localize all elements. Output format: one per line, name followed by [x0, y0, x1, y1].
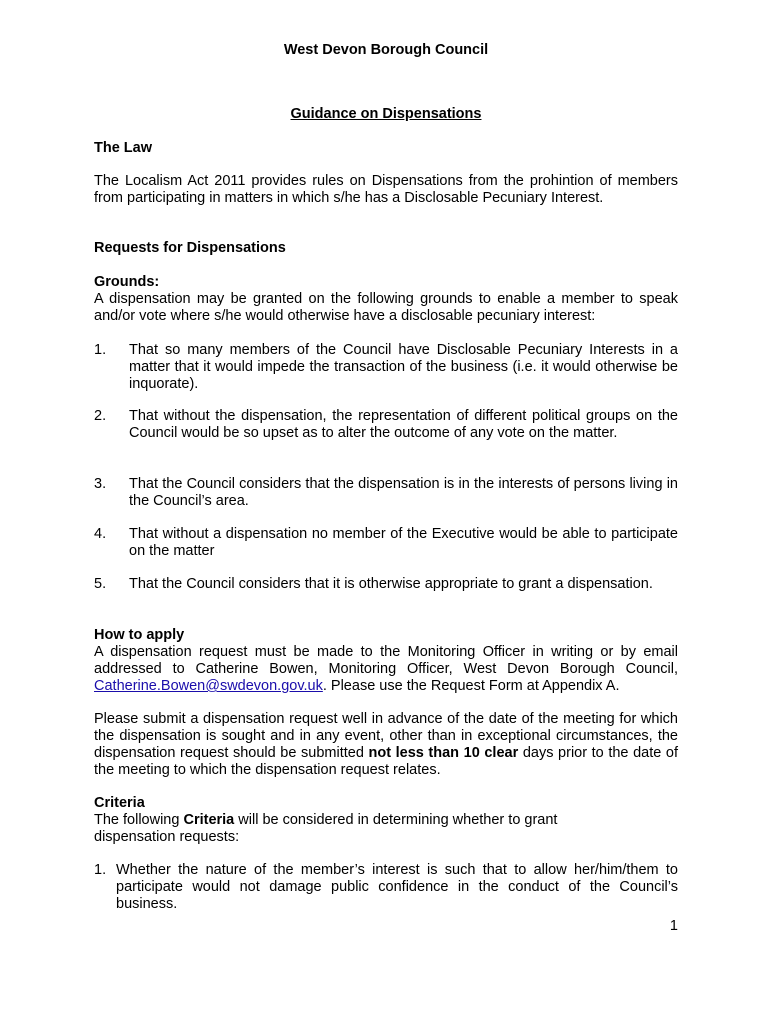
- deadline-emphasis: not less than 10 clear: [368, 745, 519, 761]
- page-number: 1: [669, 918, 678, 934]
- grounds-item-number: 4.: [94, 526, 107, 542]
- criteria-intro: [94, 812, 594, 846]
- criteria-heading: Criteria: [94, 795, 145, 811]
- requests-heading: Requests for Dispensations: [94, 240, 286, 256]
- grounds-item-text: That without a dispensation no member of the Executive would be able to participate on the matter: [129, 526, 678, 559]
- grounds-item-number: 1.: [94, 342, 107, 358]
- law-paragraph: The Localism Act 2011 provides rules on Dispensations from the prohintion of members from participating in matters in which s/he has a Disclosable Pecuniary Interest.: [94, 173, 678, 206]
- grounds-item-text: That so many members of the Council have Disclosable Pecuniary Interests in a matter that it would impede the transaction of the business (i.e. it would otherwise be inquorate).: [129, 342, 678, 392]
- how-to-apply-paragraph: [94, 644, 678, 695]
- how-to-apply-text-after: . Please use the Request Form at Appendix A.: [322, 678, 620, 694]
- law-heading: The Law: [94, 140, 153, 156]
- council-name: West Devon Borough Council: [283, 42, 489, 58]
- grounds-item-number: 3.: [94, 476, 107, 492]
- submission-deadline-paragraph: [94, 711, 678, 779]
- criteria-intro-text: The following: [94, 812, 184, 828]
- submission-text-after: days prior to the date of the meeting to which the dispensation request relates.: [94, 745, 678, 778]
- document-title: Guidance on Dispensations: [290, 106, 482, 122]
- monitoring-officer-email-link[interactable]: Catherine.Bowen@swdevon.gov.uk: [94, 678, 323, 694]
- how-to-apply-heading: How to apply: [94, 627, 185, 643]
- grounds-item-text: That the Council considers that it is otherwise appropriate to grant a dispensation.: [129, 576, 653, 592]
- criteria-intro-text-after: will be considered in determining whether to grant dispensation requests:: [94, 812, 558, 845]
- criteria-emphasis: Criteria: [183, 812, 235, 828]
- submission-text: Please submit a dispensation request well in advance of the date of the meeting for which the dispensation is sought and in any event, other than in exceptional circumstances, the dispensation request should be submitted: [94, 711, 678, 761]
- criteria-item-number: 1.: [94, 862, 107, 878]
- grounds-item-text: That without the dispensation, the representation of different political groups on the Council would be so upset as to alter the outcome of any vote on the matter.: [129, 408, 678, 441]
- how-to-apply-text: A dispensation request must be made to the Monitoring Officer in writing or by email addressed to Catherine Bowen, Monitoring Officer, West Devon Borough Council,: [94, 644, 678, 677]
- grounds-item-number: 5.: [94, 576, 107, 592]
- grounds-heading: Grounds:: [94, 274, 160, 290]
- criteria-item-text: Whether the nature of the member’s interest is such that to allow her/him/them to participate would not damage public confidence in the conduct of the Council’s business.: [116, 862, 678, 912]
- grounds-item-text: That the Council considers that the dispensation is in the interests of persons living in the Council’s area.: [129, 476, 678, 509]
- grounds-item-number: 2.: [94, 408, 107, 424]
- grounds-intro: A dispensation may be granted on the following grounds to enable a member to speak and/or vote where s/he would otherwise have a disclosable pecuniary interest:: [94, 291, 678, 324]
